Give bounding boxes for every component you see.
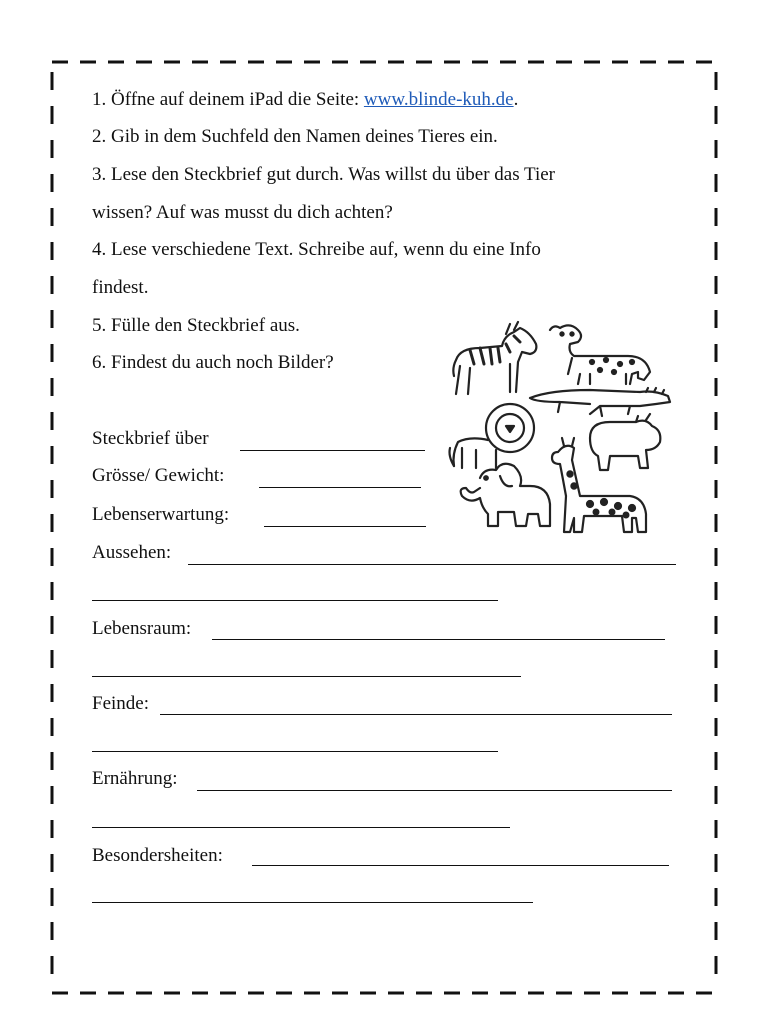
instruction-3: 3. Lese den Steckbrief gut durch. Was willst du über das Tier bbox=[92, 164, 556, 185]
instruction-4: 4. Lese verschiedene Text. Schreibe auf, wenn du eine Info bbox=[92, 239, 541, 260]
blank-steckbrief[interactable] bbox=[240, 450, 425, 451]
label-lebenserwartung: Lebenserwartung: bbox=[92, 504, 230, 525]
label-steckbrief: Steckbrief über bbox=[92, 428, 209, 449]
blank-groesse[interactable] bbox=[259, 487, 421, 488]
zebra-icon bbox=[453, 322, 536, 394]
blank-aussehen-1[interactable] bbox=[188, 564, 676, 565]
hippo-icon bbox=[590, 414, 660, 470]
blinde-kuh-link[interactable]: www.blinde-kuh.de bbox=[363, 89, 514, 110]
label-feinde: Feinde: bbox=[92, 693, 149, 714]
blank-aussehen-2[interactable] bbox=[92, 600, 498, 601]
instruction-4-cont: findest. bbox=[92, 277, 149, 298]
cheetah-icon bbox=[550, 325, 650, 384]
giraffe-icon bbox=[552, 438, 646, 532]
instruction-1-text: 1. Öffne auf deinem iPad die Seite: bbox=[92, 89, 364, 110]
instruction-5: 5. Fülle den Steckbrief aus. bbox=[92, 315, 300, 336]
blank-ernaehrung-2[interactable] bbox=[92, 827, 510, 828]
wild-animals-icon bbox=[440, 318, 676, 558]
label-lebensraum: Lebensraum: bbox=[92, 618, 192, 639]
blank-ernaehrung-1[interactable] bbox=[197, 790, 672, 791]
blank-feinde-2[interactable] bbox=[92, 751, 498, 752]
instruction-1-suffix: . bbox=[513, 89, 519, 110]
label-aussehen: Aussehen: bbox=[92, 542, 172, 563]
blank-besonderheiten-2[interactable] bbox=[92, 902, 533, 903]
instruction-3-cont: wissen? Auf was musst du dich achten? bbox=[92, 202, 393, 223]
blank-besonderheiten-1[interactable] bbox=[252, 865, 669, 866]
blank-lebenserwartung[interactable] bbox=[264, 526, 426, 527]
blank-lebensraum-1[interactable] bbox=[212, 639, 665, 640]
label-besonderheiten: Besondersheiten: bbox=[92, 845, 223, 866]
crocodile-icon bbox=[530, 388, 670, 416]
label-groesse: Grösse/ Gewicht: bbox=[92, 465, 225, 486]
elephant-icon bbox=[461, 464, 550, 526]
blank-lebensraum-2[interactable] bbox=[92, 676, 521, 677]
blank-feinde-1[interactable] bbox=[160, 714, 672, 715]
instruction-2: 2. Gib in dem Suchfeld den Namen deines Tieres ein. bbox=[92, 126, 498, 147]
label-ernaehrung: Ernährung: bbox=[92, 768, 178, 789]
instruction-1 bbox=[92, 88, 518, 112]
instruction-6: 6. Findest du auch noch Bilder? bbox=[92, 352, 334, 373]
lion-icon bbox=[450, 404, 535, 468]
